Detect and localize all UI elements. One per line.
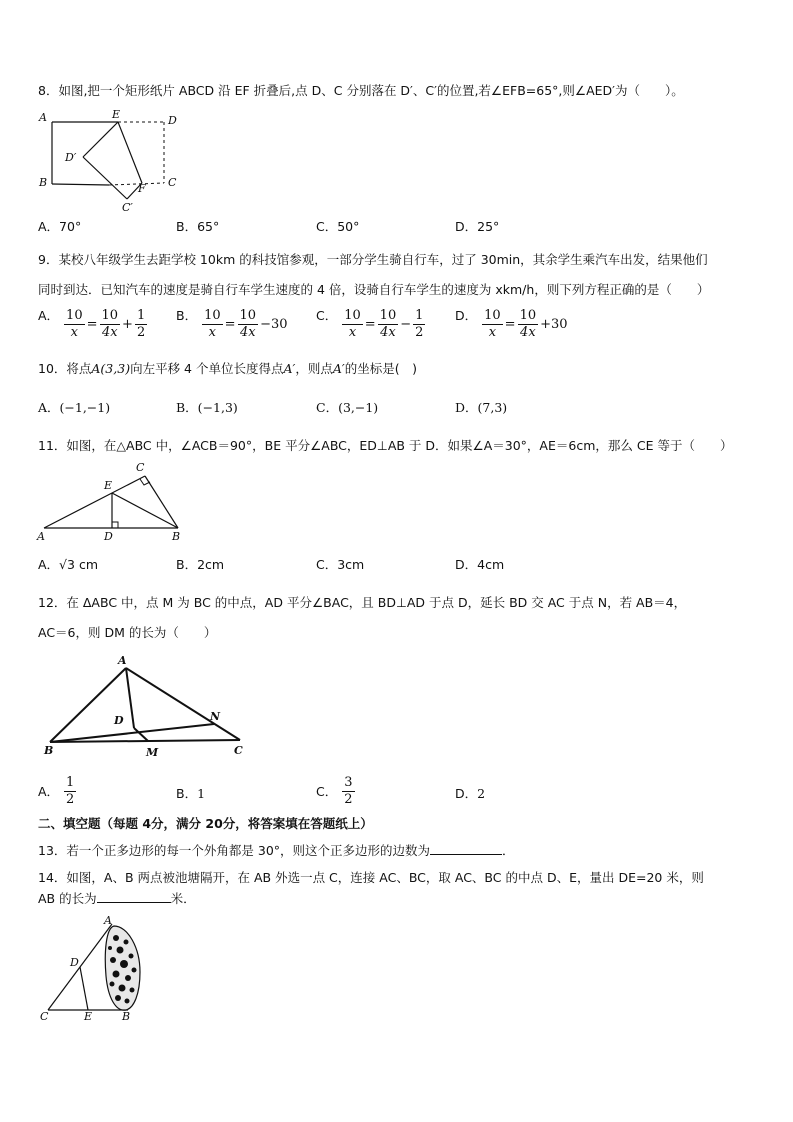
q12-option-b[interactable]	[176, 785, 205, 803]
q11-label-C: C	[136, 461, 145, 474]
q11-option-d[interactable]: D．4cm	[455, 557, 505, 572]
q9-a-frac3-num: 1	[136, 308, 146, 323]
q12-stem-line2: AC＝6，则 DM 的长为（ ）	[38, 625, 217, 640]
q9-a-plus: +	[122, 316, 133, 332]
q12-option-d-value: 2	[477, 786, 486, 801]
q9-option-a-letter: A．	[38, 307, 60, 323]
q9-a-frac3-den: 2	[136, 325, 146, 340]
q12-label-B: B	[44, 744, 54, 757]
q9-b-frac1-num: 10	[204, 308, 221, 323]
q14-label-A: A	[104, 914, 112, 927]
q10-point-a: A(3,3)	[91, 361, 131, 376]
q9-c-frac3	[413, 309, 425, 340]
q9-d-frac2-den: 4x	[520, 325, 536, 340]
q9-a-frac2-num: 10	[101, 308, 119, 323]
q14-label-D: D	[70, 956, 79, 969]
q14-figure	[36, 912, 146, 1024]
q10-stem-mid2: ，则点	[295, 361, 333, 376]
q9-b-frac2-den: 4x	[239, 325, 256, 340]
q10-option-d[interactable]: D．(7,3)	[455, 400, 508, 415]
q11-option-b[interactable]: B．2cm	[176, 557, 225, 572]
q8-option-b[interactable]: B．65°	[176, 219, 220, 234]
q9-option-d[interactable]	[455, 306, 568, 340]
section-2-title: 二、填空题（每题 4分，满分 20分，将答案填在答题纸上）	[38, 816, 373, 831]
q13-stem-text: 13．若一个正多边形的每一个外角都是 30°，则这个正多边形的边数为	[38, 843, 431, 858]
q9-d-eq: =	[504, 316, 516, 332]
q10-option-c[interactable]: C．(3,−1)	[316, 400, 379, 415]
q10-stem-post: 的坐标是( )	[344, 361, 418, 376]
q10-option-a[interactable]: A．(−1,−1)	[38, 400, 111, 415]
q8-option-a[interactable]: A．70°	[38, 219, 82, 234]
q9-b-frac2-num: 10	[239, 308, 257, 323]
q9-a-frac1-den: x	[70, 325, 78, 340]
q10-stem	[38, 360, 417, 378]
q9-b-eq: =	[224, 316, 236, 332]
q8-label-C-prime: C′	[122, 201, 133, 214]
q8-label-F: F	[138, 182, 146, 195]
q9-c-frac1	[342, 309, 363, 340]
q8-option-d[interactable]: D．25°	[455, 219, 500, 234]
q11-option-a[interactable]: A．√3 cm	[38, 557, 98, 572]
q13-answer-blank[interactable]	[430, 854, 502, 855]
q10-point-a-prime: A′	[283, 361, 296, 376]
q14-stem-line1: 14．如图，A、B 两点被池塘隔开，在 AB 外选一点 C，连接 AC、BC，取 AC、BC 的中点 D、E，量出 DE=20 米，则	[38, 870, 704, 885]
q12-option-b-value: 1	[197, 786, 206, 801]
q9-c-frac2	[378, 309, 399, 340]
q8-label-D: D	[168, 114, 177, 127]
q9-option-b[interactable]	[176, 306, 288, 340]
q9-a-frac1	[64, 309, 85, 340]
q9-a-frac2-den: 4x	[101, 325, 118, 340]
q9-option-c-letter: C．	[316, 307, 338, 323]
q9-a-frac3	[135, 309, 147, 340]
q9-b-frac1-den: x	[208, 325, 216, 340]
q9-b-frac2	[238, 309, 259, 340]
q9-c-minus: −	[400, 316, 412, 332]
q12-label-A: A	[118, 654, 127, 667]
q9-d-frac1-den: x	[488, 325, 497, 340]
q11-label-B: B	[172, 530, 181, 543]
q12-a-frac	[64, 776, 76, 807]
q14-stem-line2	[38, 890, 196, 908]
q12-stem-line1: 12．在 ΔABC 中，点 M 为 BC 的中点，AD 平分∠BAC，且 BD⊥AD 于点 D，延长 BD 交 AC 于点 N，若 AB＝4，	[38, 595, 687, 610]
q8-label-B: B	[39, 176, 48, 189]
q9-stem-line1: 9．某校八年级学生去距学校 10km 的科技馆参观，一部分学生骑自行车，过了 30min，其余学生乘汽车出发，结果他们	[38, 252, 708, 267]
q12-a-frac-num: 1	[66, 775, 75, 790]
q11-label-E: E	[104, 479, 113, 492]
q13-stem-end: ．	[502, 843, 515, 858]
q9-d-frac1	[482, 309, 503, 340]
q10-stem-mid: 向左平移 4 个单位长度得点	[130, 361, 284, 376]
q12-option-d-letter: D．	[455, 786, 478, 801]
q9-d-frac2-num: 10	[519, 308, 537, 323]
q9-d-frac1-num: 10	[484, 308, 501, 323]
q12-label-D: D	[114, 714, 124, 727]
q12-label-N: N	[210, 710, 221, 723]
q11-stem: 11．如图，在△ABC 中，∠ACB＝90°，BE 平分∠ABC，ED⊥AB 于 D．如果∠A＝30°，AE＝6cm，那么 CE 等于（ ）	[38, 438, 733, 453]
q8-option-c[interactable]: C．50°	[316, 219, 360, 234]
q12-option-d[interactable]	[455, 785, 485, 803]
q14-label-C: C	[40, 1010, 49, 1023]
q14-stem-line2-post: 米．	[170, 891, 196, 906]
q14-label-B: B	[122, 1010, 131, 1023]
q9-c-frac2-den: 4x	[380, 325, 396, 340]
q12-c-frac-den: 2	[344, 792, 353, 807]
q13-stem	[38, 842, 515, 860]
q9-stem-line2: 同时到达．已知汽车的速度是骑自行车学生速度的 4 倍，设骑自行车学生的速度为 xkm/h，则下列方程正确的是（ ）	[38, 282, 710, 297]
q8-label-A: A	[39, 111, 47, 124]
q9-c-frac1-den: x	[348, 325, 357, 340]
q9-option-c[interactable]	[316, 306, 426, 340]
q8-figure	[36, 108, 186, 214]
q14-label-E: E	[84, 1010, 93, 1023]
q9-a-frac2	[100, 309, 121, 340]
q9-d-frac2	[518, 309, 539, 340]
q8-label-E: E	[112, 108, 121, 121]
q9-a-frac1-num: 10	[66, 308, 83, 323]
q8-stem: 8．如图,把一个矩形纸片 ABCD 沿 EF 折叠后,点 D、C 分别落在 D′、C′的位置,若∠EFB=65°,则∠AED′为（ ）。	[38, 83, 684, 98]
q12-option-b-letter: B．	[176, 786, 198, 801]
q9-b-frac1	[202, 309, 223, 340]
q12-label-M: M	[146, 746, 159, 759]
q12-option-a[interactable]	[38, 776, 77, 807]
q9-c-eq: =	[364, 316, 376, 332]
q10-stem-pre: 10．将点	[38, 361, 92, 376]
q9-option-a[interactable]	[38, 306, 148, 340]
q8-label-C: C	[168, 176, 177, 189]
q12-option-a-letter: A．	[38, 783, 60, 799]
q10-point-a-prime-2: A′	[332, 361, 345, 376]
q14-answer-blank[interactable]	[97, 902, 171, 903]
q9-c-frac3-den: 2	[415, 325, 424, 340]
q12-label-C: C	[234, 744, 243, 757]
q9-b-tail: −30	[260, 316, 288, 332]
q12-option-c[interactable]	[316, 776, 356, 807]
q11-label-D: D	[104, 530, 113, 543]
q9-a-eq: =	[86, 316, 98, 332]
q12-a-frac-den: 2	[66, 792, 75, 807]
q12-option-c-letter: C．	[316, 783, 338, 799]
q9-d-tail: +30	[540, 316, 568, 332]
q12-figure	[36, 652, 256, 762]
q11-figure	[34, 458, 194, 544]
q9-c-frac1-num: 10	[344, 308, 361, 323]
q8-label-D-prime: D′	[65, 151, 77, 164]
q9-option-b-letter: B．	[176, 307, 198, 323]
q12-c-frac	[342, 776, 354, 807]
q9-c-frac2-num: 10	[379, 308, 397, 323]
q9-option-d-letter: D．	[455, 307, 478, 323]
q11-label-A: A	[37, 530, 45, 543]
q12-c-frac-num: 3	[344, 775, 353, 790]
q10-option-b[interactable]: B．(−1,3)	[176, 400, 238, 415]
q11-option-c[interactable]: C．3cm	[316, 557, 365, 572]
q14-stem-line2-pre: AB 的长为	[38, 891, 97, 906]
q9-c-frac3-num: 1	[415, 308, 424, 323]
